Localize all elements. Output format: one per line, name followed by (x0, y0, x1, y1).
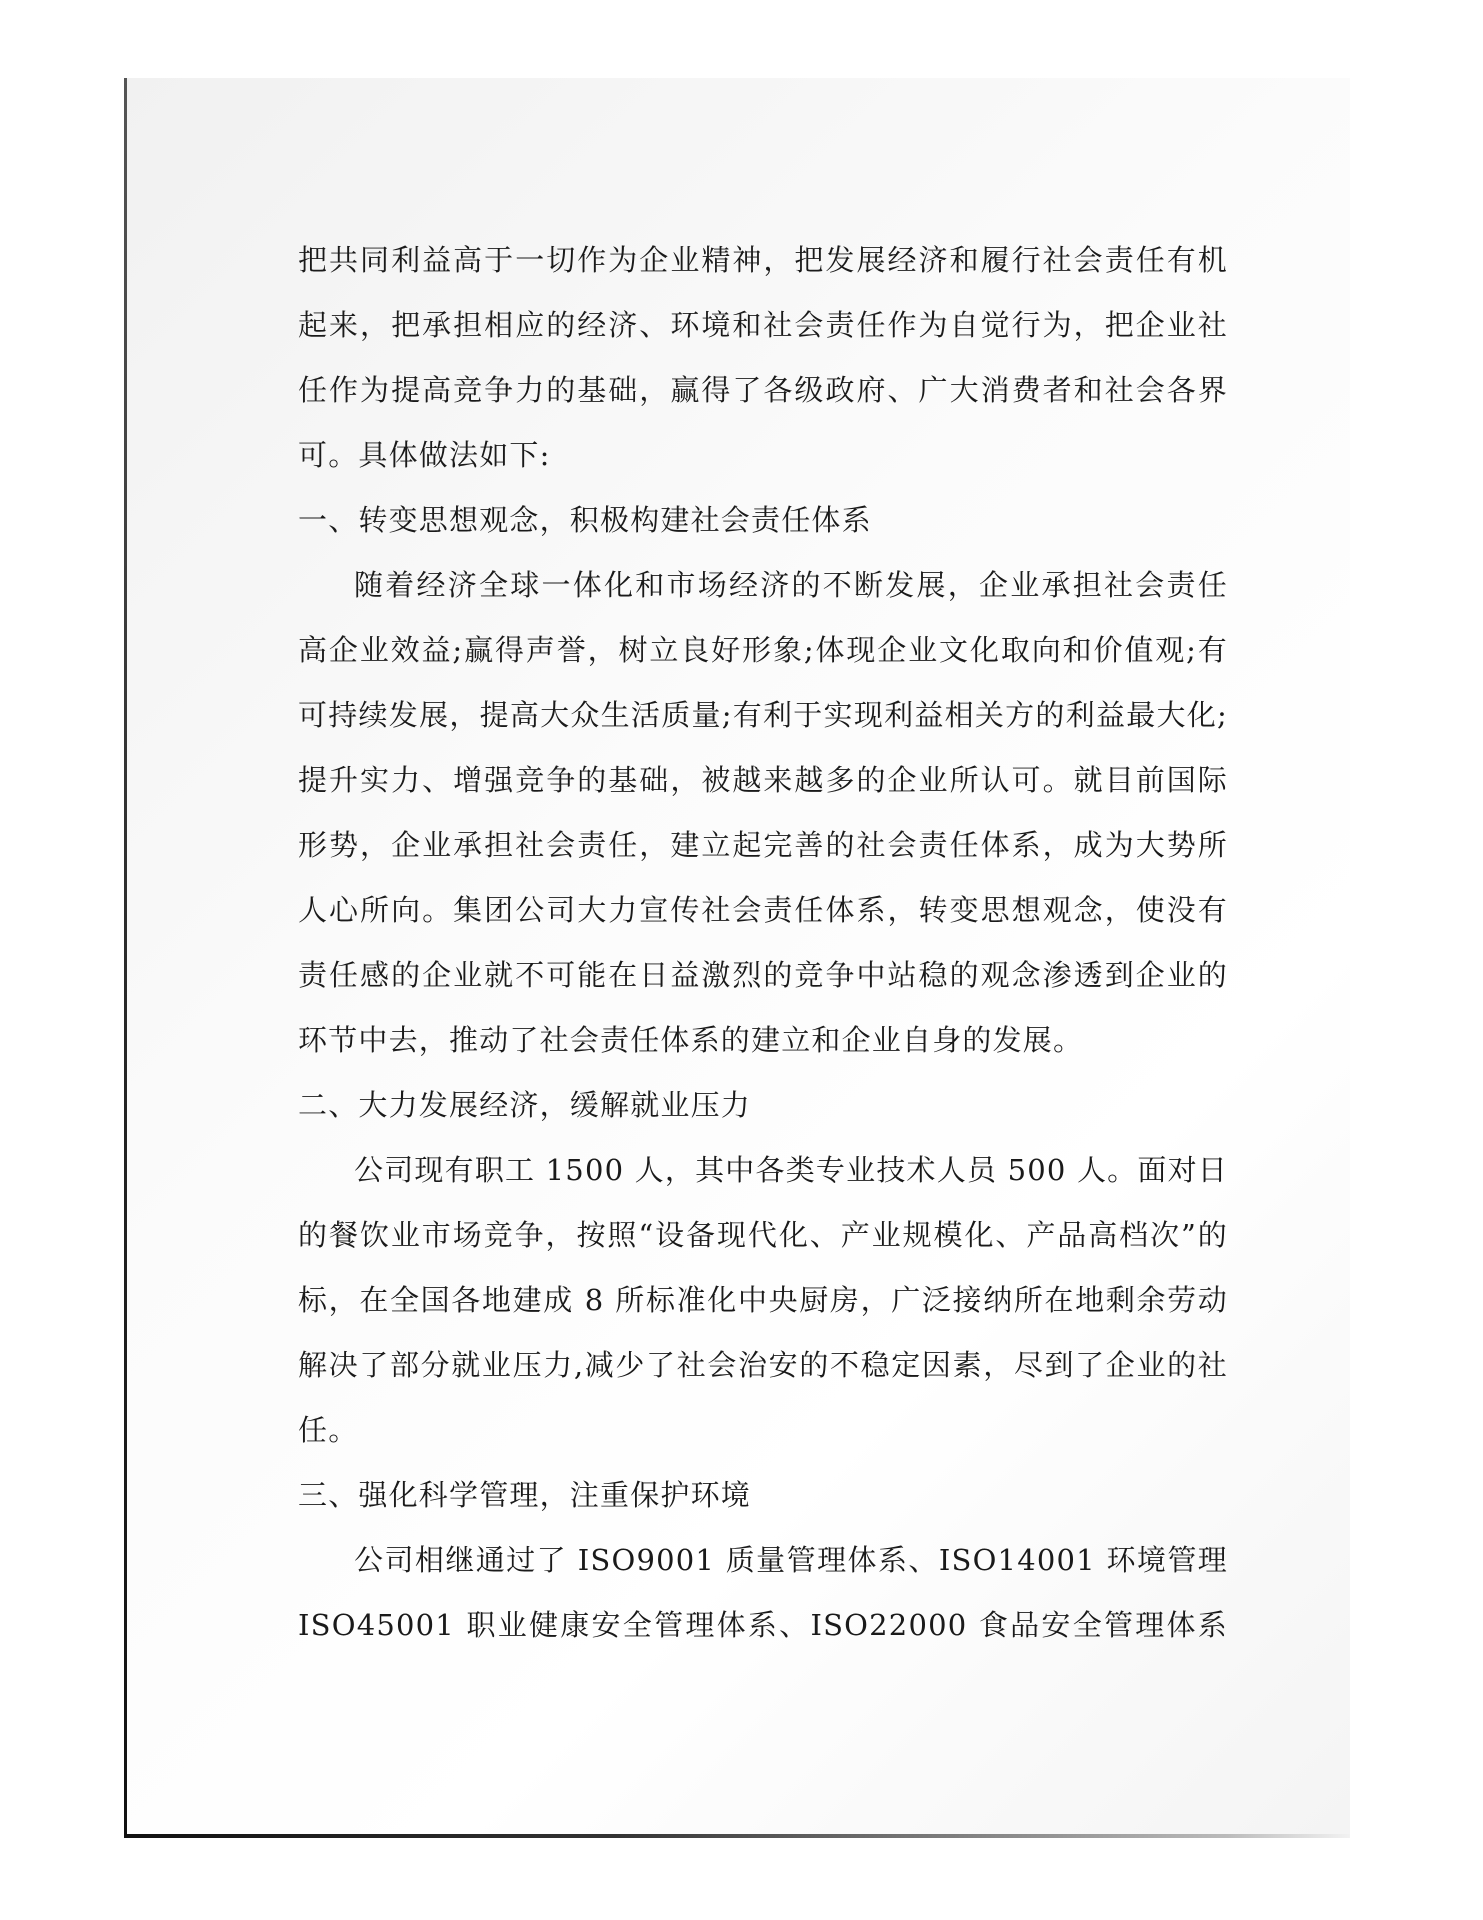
text-line: 随着经济全球一体化和市场经济的不断发展，企业承担社会责任 (354, 568, 1228, 602)
text-line: 形势，企业承担社会责任，建立起完善的社会责任体系，成为大势所 (298, 828, 1228, 862)
text-line: 一、转变思想观念，积极构建社会责任体系 (298, 503, 872, 537)
text-line: 公司现有职工 1500 人，其中各类专业技术人员 500 人。面对日 (354, 1153, 1228, 1187)
text-line: 二、大力发展经济，缓解就业压力 (298, 1088, 752, 1122)
document-body (298, 228, 1228, 1658)
text-line: 标，在全国各地建成 8 所标准化中央厨房，广泛接纳所在地剩余劳动 (298, 1283, 1228, 1317)
text-line: 提升实力、增强竞争的基础，被越来越多的企业所认可。就目前国际 (298, 763, 1228, 797)
text-line: 高企业效益;赢得声誉，树立良好形象;体现企业文化取向和价值观;有 (298, 633, 1228, 667)
text-line: 三、强化科学管理，注重保护环境 (298, 1478, 752, 1512)
text-line: 人心所向。集团公司大力宣传社会责任体系，转变思想观念，使没有 (298, 893, 1228, 927)
paper-edge-left (124, 78, 127, 1838)
text-line: 可持续发展，提高大众生活质量;有利于实现利益相关方的利益最大化; (298, 698, 1228, 732)
paper-edge-bottom (124, 1834, 1350, 1838)
text-line: ISO45001 职业健康安全管理体系、ISO22000 食品安全管理体系 (298, 1608, 1228, 1642)
text-line: 可。具体做法如下: (298, 438, 551, 472)
text-line: 环节中去，推动了社会责任体系的建立和企业自身的发展。 (298, 1023, 1084, 1057)
text-line: 任。 (298, 1413, 359, 1447)
text-line: 的餐饮业市场竞争，按照“设备现代化、产业规模化、产品高档次”的 (298, 1218, 1228, 1252)
text-line: 起来，把承担相应的经济、环境和社会责任作为自觉行为，把企业社 (298, 308, 1228, 342)
text-line: 公司相继通过了 ISO9001 质量管理体系、ISO14001 环境管理 (354, 1543, 1228, 1577)
text-line: 解决了部分就业压力,减少了社会治安的不稳定因素，尽到了企业的社 (298, 1348, 1228, 1382)
text-line: 把共同利益高于一切作为企业精神，把发展经济和履行社会责任有机 (298, 243, 1228, 277)
text-line: 任作为提高竞争力的基础，赢得了各级政府、广大消费者和社会各界 (298, 373, 1228, 407)
text-line: 责任感的企业就不可能在日益激烈的竞争中站稳的观念渗透到企业的 (298, 958, 1228, 992)
